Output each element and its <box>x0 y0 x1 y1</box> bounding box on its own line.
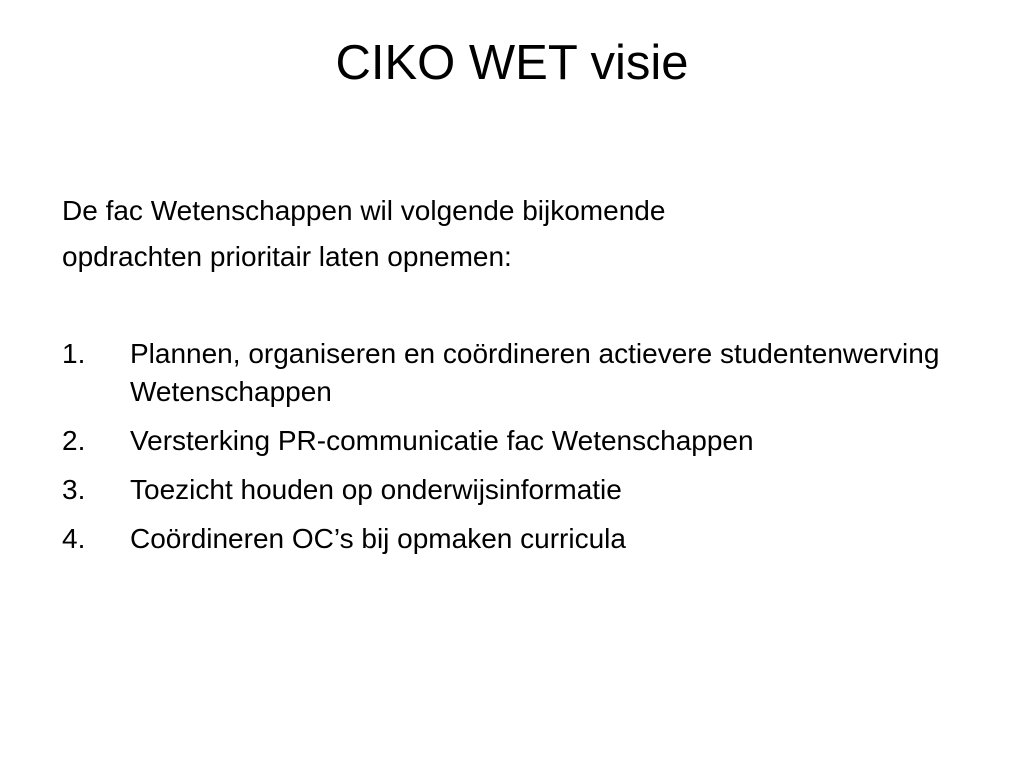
list-item <box>62 335 962 411</box>
list-item <box>62 422 962 460</box>
list-item-text: Plannen, organiseren en coördineren actievere studentenwerving Wetenschappen <box>130 338 940 407</box>
list-item-number: 1. <box>62 338 86 369</box>
priority-list <box>62 335 962 569</box>
list-item <box>62 471 962 509</box>
intro-line: De fac Wetenschappen wil volgende bijkomende <box>62 195 666 226</box>
slide-title: CIKO WET visie <box>335 36 689 90</box>
list-item-text: Coördineren OC’s bij opmaken curricula <box>130 523 626 554</box>
list-item-number: 3. <box>62 474 86 505</box>
list-item-text: Versterking PR-communicatie fac Wetenschappen <box>130 425 754 456</box>
list-item-number: 2. <box>62 425 86 456</box>
list-item-number: 4. <box>62 523 86 554</box>
intro-line: opdrachten prioritair laten opnemen: <box>62 241 512 272</box>
list-item-text: Toezicht houden op onderwijsinformatie <box>130 474 622 505</box>
intro-text <box>62 188 962 280</box>
list-item <box>62 520 962 558</box>
